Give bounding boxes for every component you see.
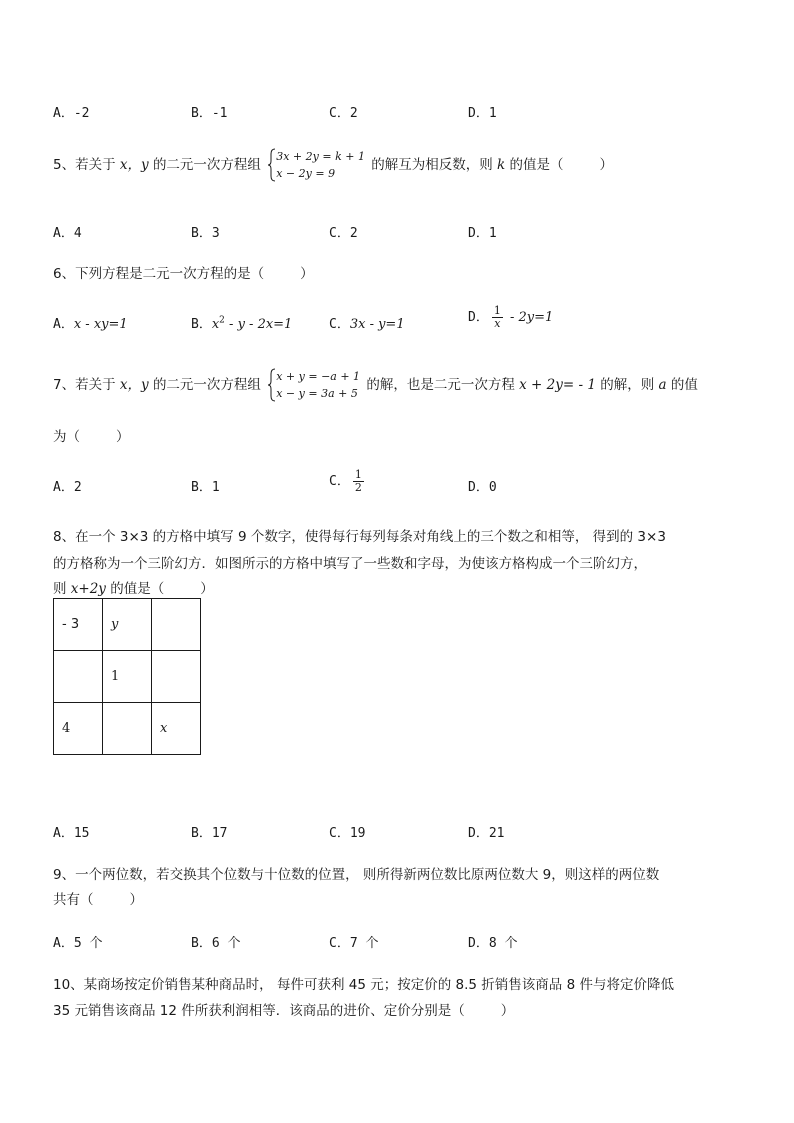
q7-close: ） (116, 429, 130, 445)
q5-prefix: 5、若关于 (53, 157, 116, 173)
q7-equation-system (267, 368, 360, 402)
q5-equation-1: 3x + 2y = k + 1 (276, 150, 365, 163)
q5-option-a: A．4 (53, 226, 82, 241)
q6-option-a (53, 313, 128, 332)
q9-close: ） (129, 892, 143, 908)
q5-stem (53, 148, 613, 182)
q4-option-b: B．-1 (191, 106, 228, 121)
q6-close: ） (300, 266, 314, 282)
q4-option-a: A．-2 (53, 106, 90, 121)
q7-suffix-b: 的解，则 (600, 377, 655, 393)
q5-vars: x，y (119, 157, 149, 173)
grid-cell (103, 703, 152, 755)
q9-option-d: D．8 个 (468, 936, 518, 951)
q8-stem-line-2: 的方格称为一个三阶幻方．如图所示的方格中填写了一些数和字母，为使该方格构成一个三阶幻方， (53, 556, 647, 572)
q6-option-d-label: D． (468, 310, 489, 325)
q8-stem-line-1: 8、在一个 3×3 的方格中填写 9 个数字，使得每行每列每条对角线上的三个数之和相等， 得到的 3×3 (53, 529, 666, 545)
q6-option-d (468, 305, 553, 330)
q6-option-b-rest: - y - 2x=1 (224, 317, 293, 332)
q6-option-a-expr: x - xy=1 (73, 317, 128, 332)
q6-option-d-fraction (492, 305, 503, 330)
q10-line-2: 35 元销售该商品 12 件所获利润相等．该商品的进价、定价分别是（ (53, 1003, 465, 1019)
grid-cell: y (103, 599, 152, 651)
q5-suffix-a: 的解互为相反数，则 (371, 157, 493, 173)
q8-option-c: C．19 (329, 826, 366, 841)
q6-option-b (191, 313, 292, 332)
q5-suffix-b: 的值是（ (509, 157, 564, 173)
q7-stem-line-2 (53, 425, 130, 445)
q9-line-2: 共有（ (53, 892, 94, 908)
q7-line-2: 为（ (53, 429, 80, 445)
q6-options (53, 304, 613, 332)
q5-option-c: C．2 (329, 226, 358, 241)
q9-option-b: B．6 个 (191, 936, 241, 951)
grid-row (54, 651, 201, 703)
q5-option-d: D．1 (468, 226, 497, 241)
q5-mid: 的二元一次方程组 (152, 157, 261, 173)
grid-cell (152, 651, 201, 703)
q6-option-d-rest: - 2y=1 (505, 310, 554, 325)
q6-option-c-label: C． (329, 317, 350, 332)
grid-cell: 4 (54, 703, 103, 755)
q8-options (53, 822, 613, 840)
q8-option-d: D．21 (468, 826, 505, 841)
q9-options (53, 932, 613, 950)
grid-cell (54, 651, 103, 703)
q9-option-a: A．5 个 (53, 936, 103, 951)
q8-option-b: B．17 (191, 826, 228, 841)
q7-option-c-denominator: 2 (354, 481, 362, 494)
magic-square-grid (53, 598, 201, 755)
q6-option-c (329, 313, 405, 332)
q6-option-b-base: x (211, 317, 220, 332)
q7-option-d: D．0 (468, 480, 497, 495)
grid-cell: x (152, 703, 201, 755)
q4-option-c: C．2 (329, 106, 358, 121)
q7-option-a: A．2 (53, 480, 82, 495)
q8-option-a: A．15 (53, 826, 90, 841)
q5-option-b: B．3 (191, 226, 220, 241)
grid-row (54, 703, 201, 755)
q6-option-b-label: B． (191, 317, 212, 332)
grid-cell: 1 (103, 651, 152, 703)
q10-stem-line-2 (53, 999, 514, 1019)
q8-line-3-prefix: 则 (53, 581, 67, 597)
q5-options (53, 222, 613, 240)
q10-close: ） (500, 1003, 515, 1019)
q9-stem-line-2 (53, 888, 143, 908)
q5-k: k (497, 157, 506, 173)
q7-option-c-label: C． (329, 474, 350, 489)
q4-options (53, 102, 613, 120)
q6-option-c-expr: 3x - y=1 (349, 317, 405, 332)
q6-option-d-denominator: x (494, 317, 501, 330)
q8-close: ） (200, 581, 214, 597)
left-brace-icon (267, 368, 276, 402)
q4-option-d: D．1 (468, 106, 497, 121)
q7-option-c-fraction (353, 469, 364, 494)
q5-equation-system (267, 148, 365, 182)
q7-option-c (329, 469, 367, 494)
left-brace-icon (267, 148, 276, 182)
q8-stem-line-3 (53, 577, 214, 597)
q6-text: 6、下列方程是二元一次方程的是（ (53, 266, 265, 282)
q6-option-b-exponent: 2 (219, 315, 225, 326)
q7-equation-1: x + y = −a + 1 (276, 370, 361, 383)
q8-line-3-suffix: 的值是（ (110, 581, 165, 597)
grid-cell (152, 599, 201, 651)
q7-a: a (658, 377, 667, 393)
q7-vars: x，y (119, 377, 149, 393)
q8-expression: x+2y (70, 581, 106, 597)
q9-option-c: C．7 个 (329, 936, 379, 951)
q7-equation-2: x − y = 3a + 5 (276, 387, 358, 400)
q7-prefix: 7、若关于 (53, 377, 116, 393)
q6-option-a-label: A． (53, 317, 74, 332)
q6-option-d-numerator: 1 (493, 304, 501, 317)
q7-stem (53, 368, 698, 402)
q7-equation-3: x + 2y= - 1 (519, 377, 596, 393)
q7-options (53, 468, 613, 495)
grid-cell: - 3 (54, 599, 103, 651)
q7-suffix-a: 的解，也是二元一次方程 (366, 377, 515, 393)
q7-option-c-numerator: 1 (354, 468, 362, 481)
q7-mid: 的二元一次方程组 (152, 377, 261, 393)
q9-stem-line-1: 9、一个两位数，若交换其个位数与十位数的位置， 则所得新两位数比原两位数大 9，则这样的两位数 (53, 867, 660, 883)
grid-row (54, 599, 201, 651)
q7-suffix-c: 的值 (670, 377, 698, 393)
q7-option-b: B．1 (191, 480, 220, 495)
q6-stem (53, 262, 314, 282)
q5-equation-2: x − 2y = 9 (276, 167, 336, 180)
q10-stem-line-1: 10、某商场按定价销售某种商品时， 每件可获利 45 元；按定价的 8.5 折销售该商品 8 件与将定价降低 (53, 977, 674, 993)
q5-close: ） (599, 157, 614, 173)
